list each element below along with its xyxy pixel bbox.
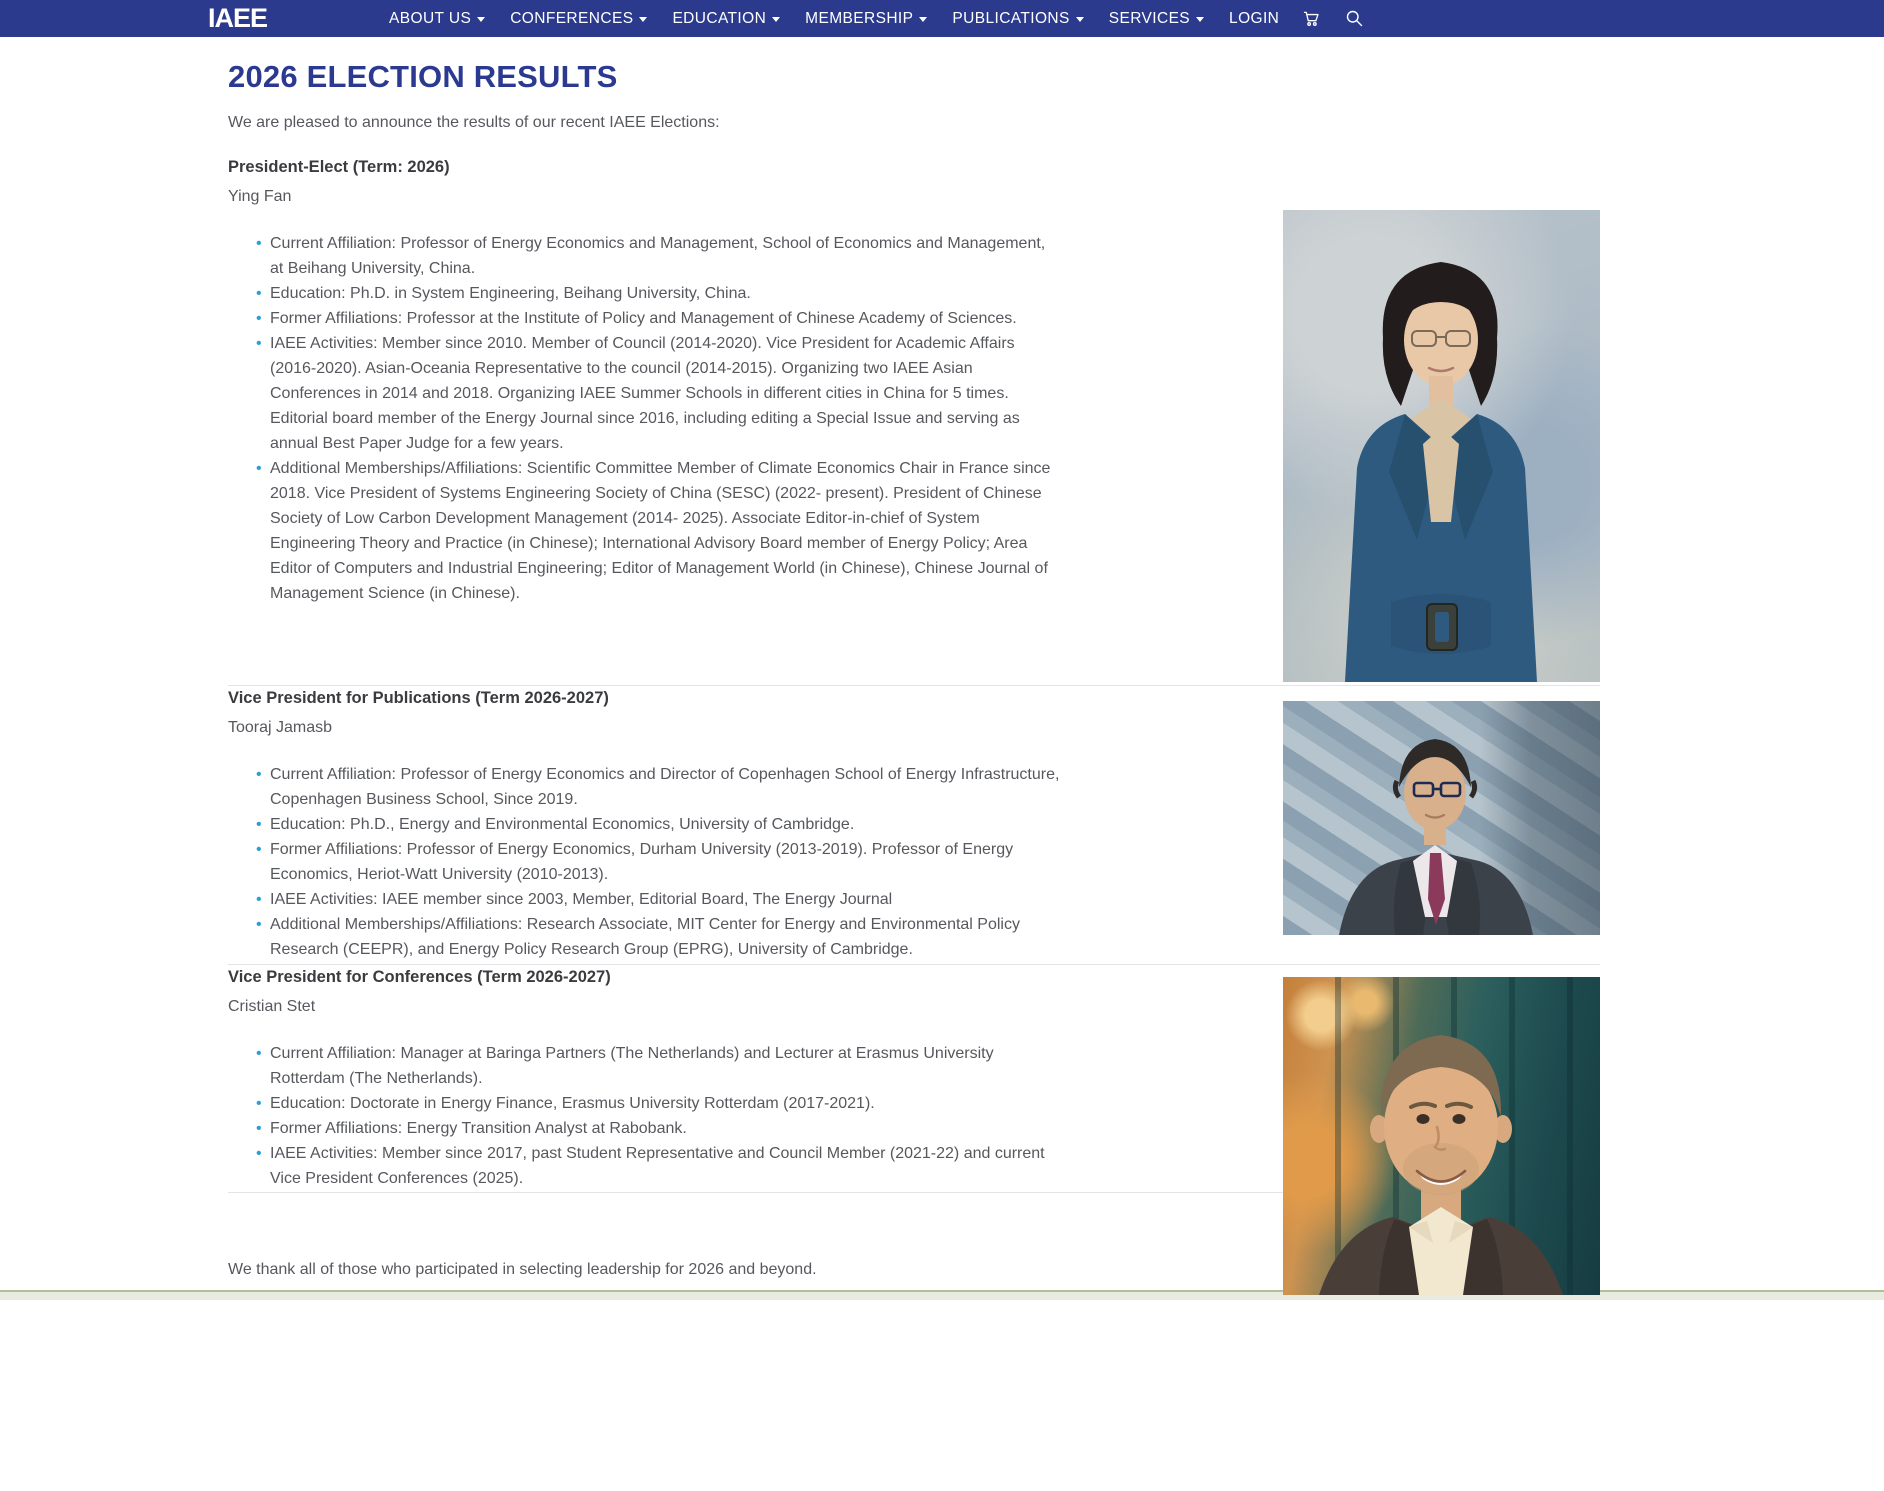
nav-item-label: CONFERENCES: [510, 9, 634, 27]
chevron-down-icon: [639, 17, 647, 22]
bio-bullet: • Current Affiliation: Manager at Baringa Partners (The Netherlands) and Lecturer at Erasmus University Rotterdam (The Netherlands).: [270, 1041, 1060, 1091]
bio-bullet: • Former Affiliations: Professor of Energy Economics, Durham University (2013-2019). Professor of Energy Economics, Heriot-Watt University (2010-2013).: [270, 837, 1060, 887]
nav-item-about-us[interactable]: [389, 10, 485, 28]
nav-item-publications[interactable]: [952, 10, 1083, 28]
page-title: 2026 ELECTION RESULTS: [228, 59, 618, 94]
top-nav-bar: [0, 0, 1884, 37]
nav-menu: [389, 10, 1279, 28]
chevron-down-icon: [919, 17, 927, 22]
nav-item-membership[interactable]: [805, 10, 927, 28]
footer-top-bar: [0, 1290, 1884, 1300]
main-content: [228, 37, 1600, 1282]
section-president-elect: [228, 155, 1600, 685]
photo-tooraj-jamasb: [1283, 701, 1600, 935]
bio-bullet: • IAEE Activities: IAEE member since 2003, Member, Editorial Board, The Energy Journal: [270, 887, 1060, 912]
chevron-down-icon: [772, 17, 780, 22]
chevron-down-icon: [1076, 17, 1084, 22]
photo-cristian-stet: [1283, 977, 1600, 1295]
role-title: President-Elect (Term: 2026): [228, 158, 450, 176]
bio-bullet: • Education: Doctorate in Energy Finance, Erasmus University Rotterdam (2017-2021).: [270, 1091, 1060, 1116]
bio-bullet: • Education: Ph.D., Energy and Environmental Economics, University of Cambridge.: [270, 812, 1060, 837]
section-vp-publications: [228, 686, 1600, 964]
nav-item-services[interactable]: [1109, 10, 1204, 28]
intro-text: We are pleased to announce the results of our recent IAEE Elections:: [228, 114, 720, 131]
nav-item-education[interactable]: [672, 10, 780, 28]
person-name: Tooraj Jamasb: [228, 719, 333, 736]
photo-ying-fan: [1283, 210, 1600, 682]
bio-bullet: • Current Affiliation: Professor of Energy Economics and Management, School of Economics and Management, at Beihang University, China.: [270, 231, 1060, 281]
nav-item-label: PUBLICATIONS: [952, 9, 1070, 27]
nav-item-label: ABOUT US: [389, 9, 472, 27]
person-name: Ying Fan: [228, 188, 292, 205]
iaee-logo[interactable]: IAEE: [208, 3, 268, 33]
nav-item-conferences[interactable]: [510, 10, 647, 28]
nav-item-label: LOGIN: [1229, 9, 1280, 27]
closing-text: We thank all of those who participated in selecting leadership for 2026 and beyond.: [228, 1261, 817, 1278]
bio-bullet: • Current Affiliation: Professor of Energy Economics and Director of Copenhagen School of Energy Infrastructure, Copenhagen Business School, Since 2019.: [270, 762, 1060, 812]
nav-item-login[interactable]: [1229, 10, 1279, 28]
nav-item-label: SERVICES: [1108, 9, 1191, 27]
bio-bullet: • IAEE Activities: Member since 2010. Member of Council (2014-2020). Vice President for Academic Affairs (2016-2020). Asian-Oceania Representative to the council (2014-2015). Organizing two IAEE Asian Conferences in 2014 and 2018. Organizing IAEE Summer Schools in different cities in China for 5 times. Editorial board member of the Energy Journal since 2016, including editing a Special Issue and serving as annual Best Paper Judge for a few years.: [270, 331, 1060, 456]
bio-bullet-list: [228, 762, 1060, 962]
cart-button[interactable]: [1301, 8, 1322, 29]
person-name: Cristian Stet: [228, 998, 316, 1015]
role-title: Vice President for Conferences (Term 2026-2027): [228, 968, 611, 986]
chevron-down-icon: [1196, 17, 1204, 22]
bio-bullet: • Additional Memberships/Affiliations: Scientific Committee Member of Climate Economics Chair in France since 2018. Vice President of Systems Engineering Society of China (SESC) (2022- present). President of Chinese Society of Low Carbon Development Management (2014- 2025). Associate Editor-in-chief of System Engineering Theory and Practice (in Chinese); International Advisory Board member of Energy Policy; Area Editor of Computers and Industrial Engineering; Editor of Management World (in Chinese), Chinese Journal of Management Science (in Chinese).: [270, 456, 1060, 606]
nav-item-label: MEMBERSHIP: [805, 9, 914, 27]
section-text: [228, 686, 1060, 962]
section-vp-conferences: [228, 965, 1600, 1192]
bio-bullet-list: [228, 1041, 1060, 1191]
bio-bullet: • Former Affiliations: Professor at the Institute of Policy and Management of Chinese Academy of Sciences.: [270, 306, 1060, 331]
chevron-down-icon: [477, 17, 485, 22]
shopping-cart-icon: [1301, 8, 1322, 29]
search-icon: [1344, 8, 1365, 29]
search-button[interactable]: [1344, 8, 1365, 29]
section-text: [228, 965, 1060, 1191]
bio-bullet-list: [228, 231, 1060, 606]
bio-bullet: • Education: Ph.D. in System Engineering, Beihang University, China.: [270, 281, 1060, 306]
nav-item-label: EDUCATION: [672, 9, 767, 27]
bio-bullet: • Additional Memberships/Affiliations: Research Associate, MIT Center for Energy and Environmental Policy Research (CEEPR), and Energy Policy Research Group (EPRG), University of Cambridge.: [270, 912, 1060, 962]
role-title: Vice President for Publications (Term 2026-2027): [228, 689, 609, 707]
bio-bullet: • IAEE Activities: Member since 2017, past Student Representative and Council Member (2021-22) and current Vice President Conferences (2025).: [270, 1141, 1060, 1191]
bio-bullet: • Former Affiliations: Energy Transition Analyst at Rabobank.: [270, 1116, 1060, 1141]
section-text: [228, 155, 1060, 606]
